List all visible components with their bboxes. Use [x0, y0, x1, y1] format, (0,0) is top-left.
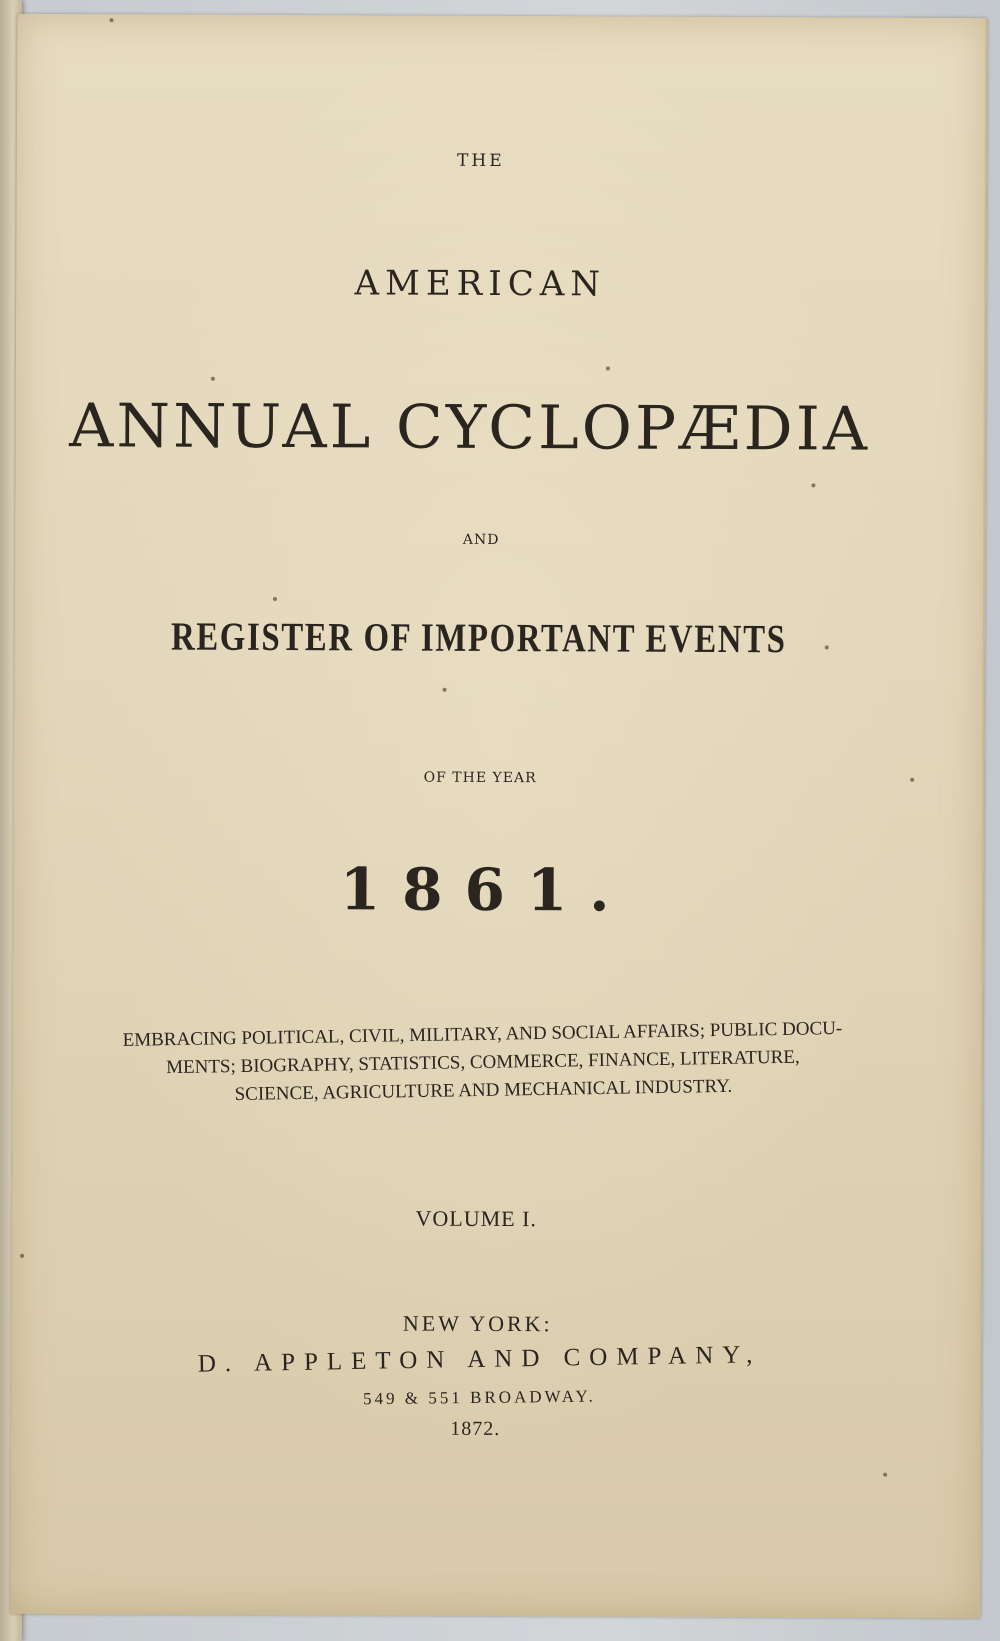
volume-label: VOLUME I.: [415, 1205, 538, 1232]
of-the-year: OF THE YEAR: [423, 769, 537, 787]
description-line: SCIENCE, AGRICULTURE AND MECHANICAL INDUSTRY.: [234, 1075, 733, 1106]
description-block: [72, 1014, 893, 1112]
year-heading: 1861.: [339, 855, 632, 925]
title-the: THE: [457, 150, 505, 172]
imprint-date: 1872.: [450, 1417, 501, 1441]
imprint-address: 549 & 551 BROADWAY.: [362, 1386, 596, 1409]
subtitle: REGISTER OF IMPORTANT EVENTS: [170, 613, 787, 662]
imprint-city: NEW YORK:: [402, 1310, 553, 1337]
title-american: AMERICAN: [354, 263, 607, 305]
paper-speck: [109, 18, 113, 22]
title-page: [11, 14, 988, 1618]
description-line: MENTS; BIOGRAPHY, STATISTICS, COMMERCE, FINANCE, LITERATURE,: [165, 1046, 800, 1079]
main-title: ANNUAL CYCLOPÆDIA: [69, 391, 871, 465]
paper-speck: [273, 597, 277, 601]
title-and: AND: [462, 531, 500, 548]
description-line: EMBRACING POLITICAL, CIVIL, MILITARY, AND SOCIAL AFFAIRS; PUBLIC DOCU-: [122, 1017, 843, 1051]
paper-speck: [443, 688, 447, 692]
paper-speck: [811, 483, 815, 487]
paper-speck: [211, 377, 215, 381]
paper-speck: [883, 1473, 887, 1477]
paper-speck: [606, 366, 610, 370]
imprint-publisher: D. APPLETON AND COMPANY,: [197, 1341, 762, 1378]
paper-speck: [20, 1254, 24, 1258]
